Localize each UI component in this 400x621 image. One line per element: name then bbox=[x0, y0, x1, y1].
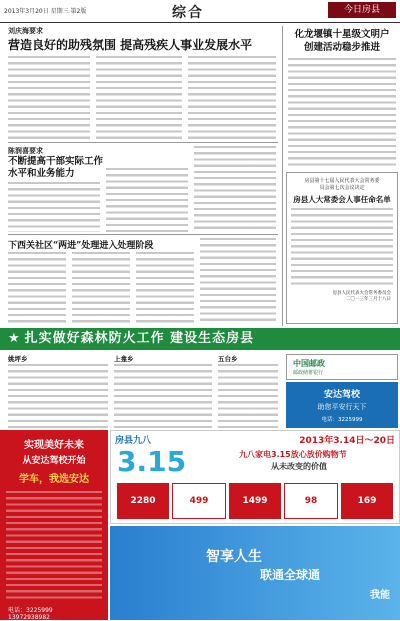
column-body-shangkan bbox=[114, 364, 212, 428]
school-ad-body bbox=[6, 491, 102, 601]
column-title-yaoping: 姚坪乡 bbox=[8, 355, 28, 363]
article3-body-col4 bbox=[200, 238, 276, 324]
section-title: 综合 bbox=[172, 5, 204, 21]
mall-big-number: 3.15 bbox=[117, 445, 187, 478]
mall-price-row bbox=[117, 483, 393, 519]
article1-body-col2 bbox=[96, 56, 182, 140]
safe-ad-line2: 助您平安行天下 bbox=[317, 403, 367, 411]
mall-brand: 房县九八 bbox=[115, 436, 152, 446]
article1-body-col3 bbox=[188, 56, 276, 140]
postal-bank-name: 中国邮政 bbox=[293, 359, 325, 368]
postal-bank-ad bbox=[286, 354, 398, 380]
issue-meta: 2013年3月20日 星期三 第2版 bbox=[4, 8, 87, 15]
article2-headline: 不断提高干部实际工作水平和业务能力 bbox=[8, 156, 104, 179]
driving-school-small-ad bbox=[286, 382, 398, 428]
article3-headline: 下西关社区“两进”处理进入处理阶段 bbox=[8, 241, 154, 251]
article2-byline: 陈润喜要求 bbox=[8, 147, 43, 155]
mobile-ad-line2: 联通全球通 bbox=[260, 568, 321, 582]
article3-body-col3 bbox=[136, 252, 194, 324]
forest-fire-banner bbox=[0, 328, 400, 350]
article4-body bbox=[288, 58, 396, 168]
school-ad-line1: 实现美好未来 bbox=[24, 440, 84, 451]
school-ad-line3: 学车，我选安达 bbox=[19, 474, 89, 485]
article2-body-col1 bbox=[8, 182, 100, 232]
notice-line1: 房县第十七届人民代表大会常务委 bbox=[304, 178, 380, 184]
divider bbox=[8, 234, 278, 235]
price-value: 98 bbox=[304, 496, 318, 506]
price-tag bbox=[117, 483, 169, 519]
column-title-wutai: 五台乡 bbox=[218, 355, 238, 363]
appointment-notice bbox=[286, 172, 398, 324]
article2-body-col3 bbox=[194, 146, 276, 232]
column-title-shangkan: 上龛乡 bbox=[114, 355, 134, 363]
column-body-yaoping bbox=[8, 364, 108, 428]
price-tag bbox=[229, 483, 281, 519]
column-body-wutai bbox=[218, 364, 278, 428]
notice-headline: 房县人大常委会人事任命名单 bbox=[293, 195, 391, 204]
star-icon: ★ bbox=[8, 331, 21, 346]
price-tag bbox=[172, 483, 226, 519]
school-phone-number: 3225999 bbox=[26, 607, 53, 614]
article4-headline bbox=[288, 28, 396, 54]
notice-body bbox=[291, 208, 393, 288]
school-ad-phone: 电话：3225999 bbox=[8, 607, 53, 614]
safe-ad-phone: 电话：3225999 bbox=[321, 417, 363, 423]
article4-headline-line2: 创建活动稳步推进 bbox=[303, 42, 380, 53]
mall-promo: 九八家电3.15放心放价购物节 bbox=[239, 450, 347, 459]
postal-bank-slogan: 邮政储蓄银行 bbox=[293, 370, 324, 376]
column-divider bbox=[282, 26, 283, 326]
divider bbox=[8, 142, 278, 143]
mobile-ad-line1: 智享人生 bbox=[206, 549, 262, 565]
banner-text: 扎实做好森林防火工作 建设生态房县 bbox=[24, 331, 255, 346]
article1-byline: 刘庆海要求 bbox=[8, 27, 43, 35]
price-value: 169 bbox=[357, 496, 377, 506]
price-value: 499 bbox=[189, 496, 209, 506]
safe-ad-line1: 安达驾校 bbox=[323, 390, 360, 400]
article1-headline: 营造良好的助残氛围 提高残疾人事业发展水平 bbox=[8, 38, 253, 52]
school-phone-label: 电话 bbox=[8, 607, 21, 614]
mall-dates: 2013年3.14日～20日 bbox=[299, 436, 395, 446]
article2-body-col2 bbox=[106, 168, 188, 232]
newspaper-logo: 今日房县 bbox=[328, 2, 396, 18]
notice-footer-org: 房县人民代表大会常务委员会 bbox=[332, 291, 391, 296]
article3-body-col1 bbox=[8, 252, 66, 324]
school-ad-line2: 从安达驾校开始 bbox=[22, 456, 86, 466]
school-ad-phone2: 13972938982 bbox=[8, 614, 50, 621]
price-value: 1499 bbox=[242, 496, 268, 506]
driving-school-ad bbox=[0, 430, 108, 620]
mall-ad bbox=[110, 430, 400, 524]
price-value: 2280 bbox=[130, 496, 156, 506]
notice-line2: 员会第七次会议决定 bbox=[319, 185, 365, 191]
price-tag bbox=[341, 483, 393, 519]
mobile-ad-brand: 我能 bbox=[370, 590, 390, 601]
mobile-ad bbox=[110, 526, 400, 620]
article4-headline-line1: 化龙堰镇十星级文明户 bbox=[294, 29, 390, 40]
article3-body-col2 bbox=[72, 252, 130, 324]
page-header bbox=[0, 0, 400, 23]
mall-tagline: 从未改变的价值 bbox=[271, 462, 327, 471]
article1-body-col1 bbox=[8, 56, 90, 140]
notice-footer-date: 二〇一三年三月十八日 bbox=[346, 297, 391, 302]
price-tag bbox=[284, 483, 338, 519]
